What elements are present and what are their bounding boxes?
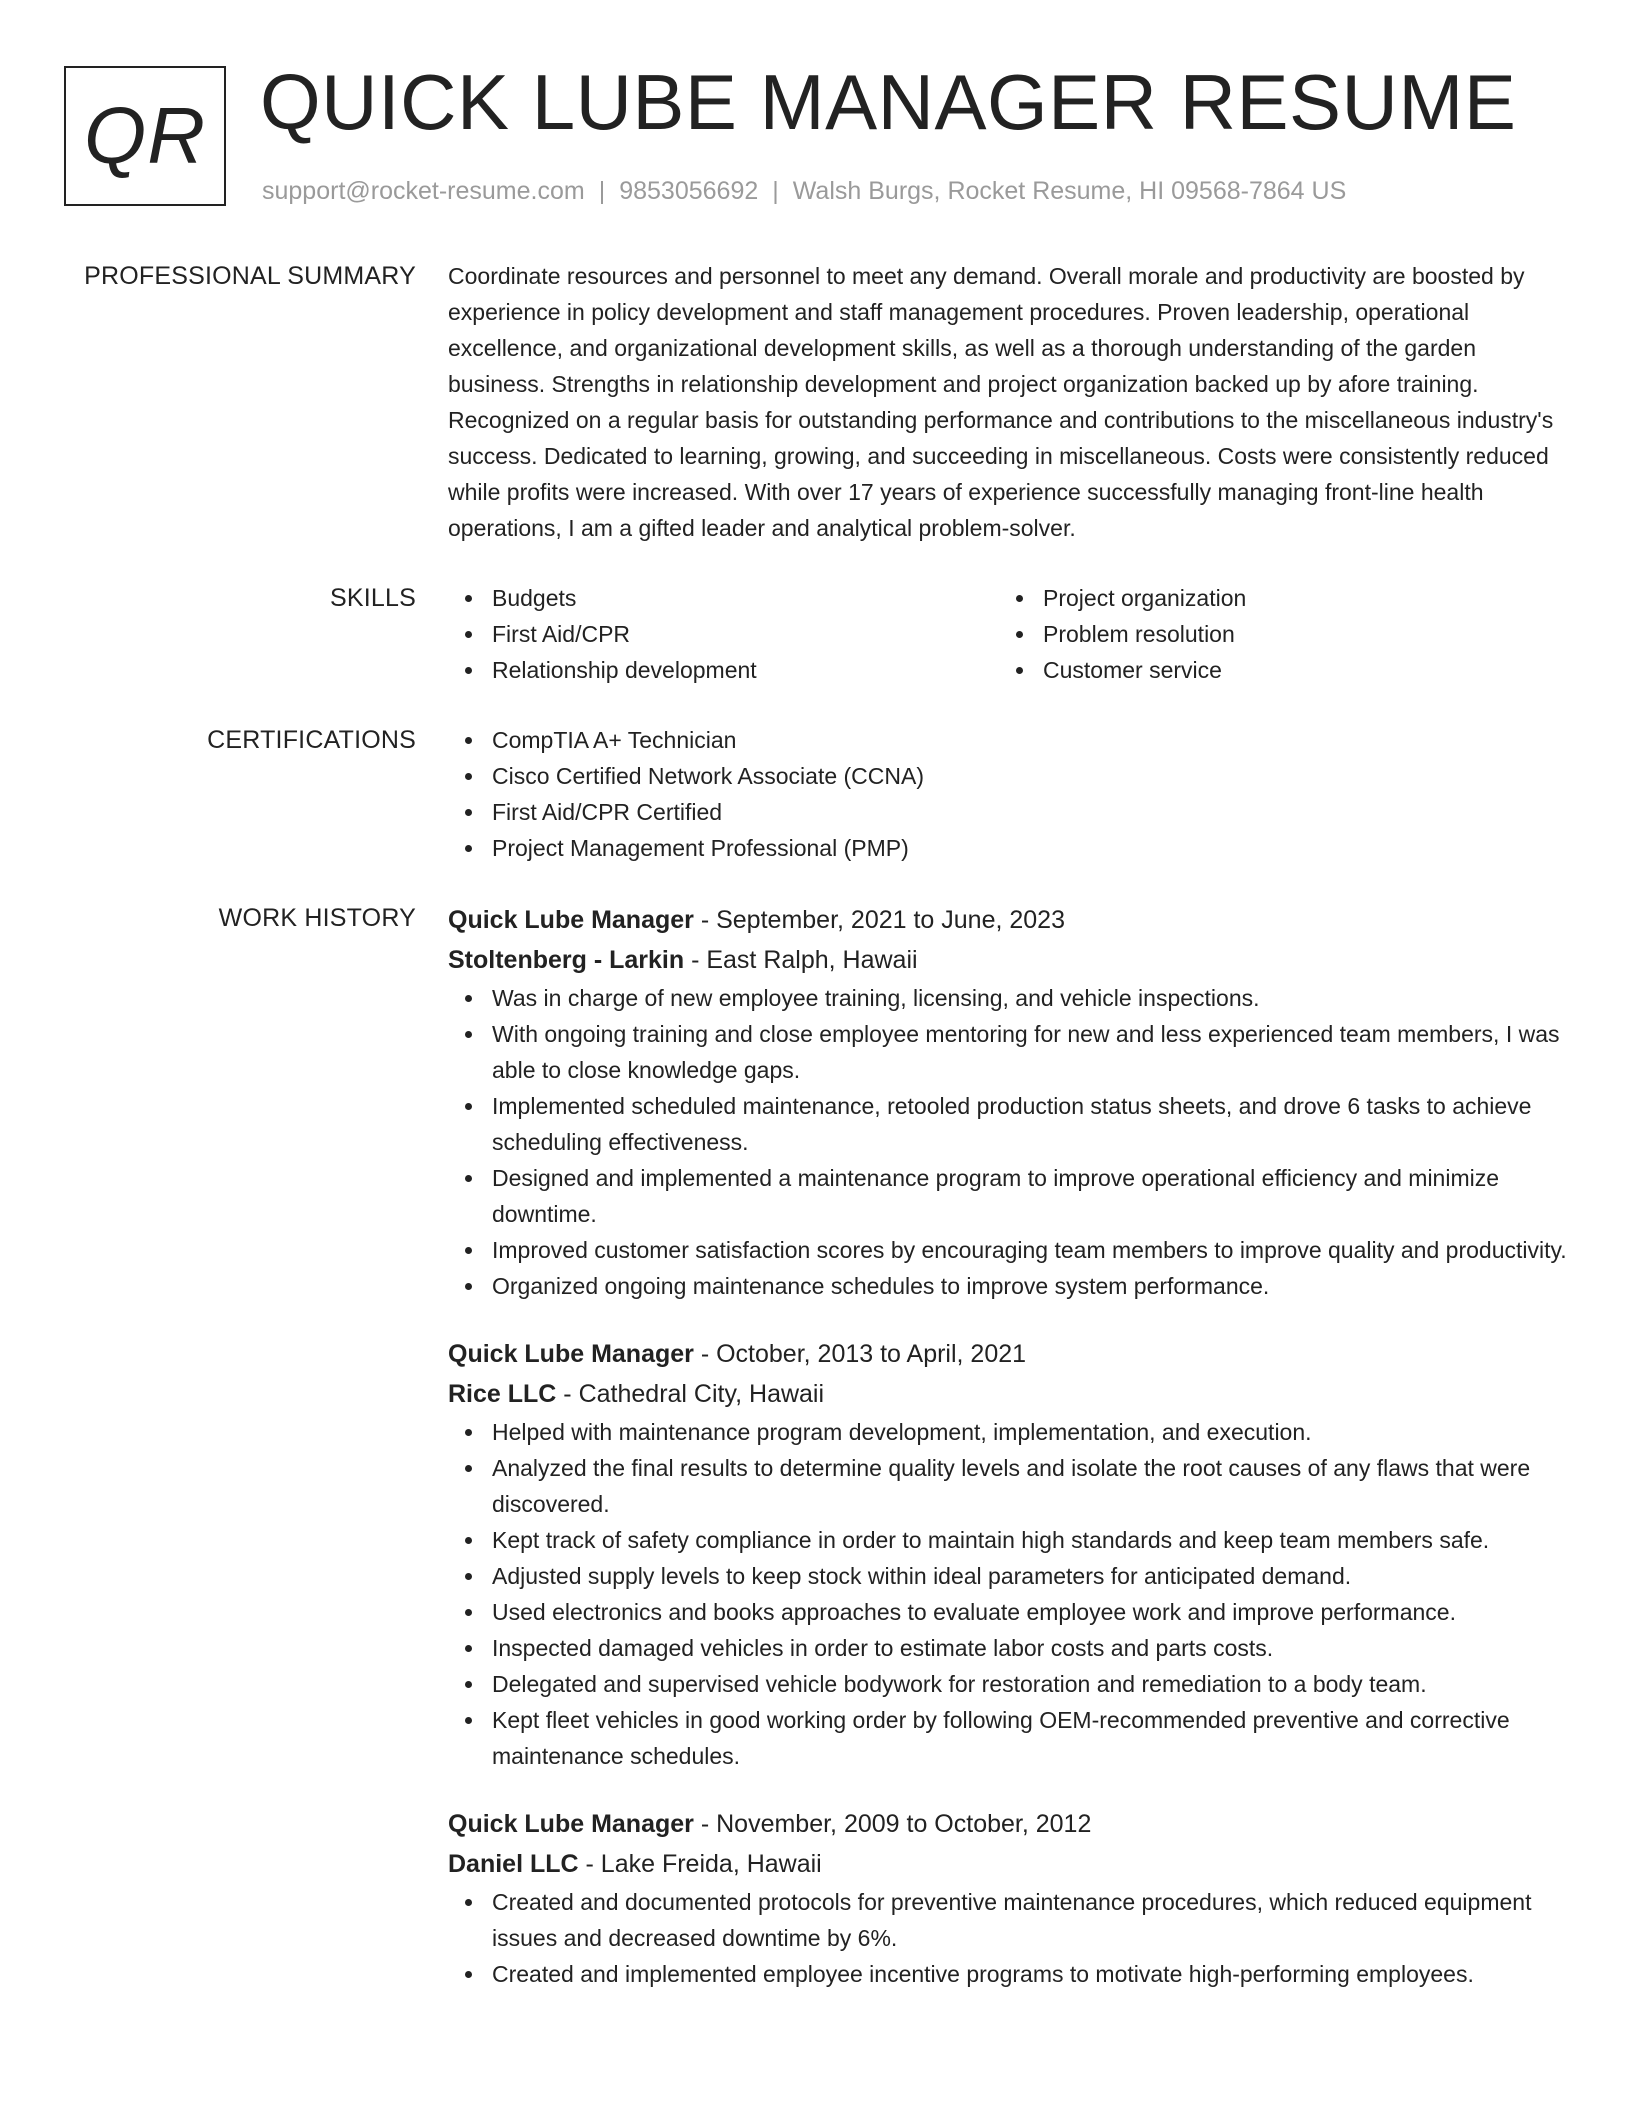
section-body (448, 722, 1568, 866)
job-bullet: Created and implemented employee incentive programs to motivate high-performing employees. (448, 1956, 1568, 1992)
job-bullet: Implemented scheduled maintenance, retooled production status sheets, and drove 6 tasks to achieve scheduling effectiveness. (448, 1088, 1568, 1160)
job-title: Quick Lube Manager (448, 906, 694, 934)
skill-item: Customer service (999, 652, 1568, 688)
certification-item: Cisco Certified Network Associate (CCNA) (448, 758, 1568, 794)
skills-list-right (999, 580, 1568, 688)
job-company: Daniel LLC (448, 1850, 579, 1878)
resume-title: QUICK LUBE MANAGER RESUME (260, 58, 1517, 146)
job-bullet: Helped with maintenance program development, implementation, and execution. (448, 1414, 1568, 1450)
job-dates: - September, 2021 to June, 2023 (693, 906, 1065, 934)
job-location: - Lake Freida, Hawaii (578, 1850, 822, 1878)
job-title-line (448, 1804, 1568, 1844)
section-body (448, 258, 1568, 546)
job-title: Quick Lube Manager (448, 1340, 694, 1368)
monogram-logo: QR (64, 66, 226, 206)
certifications-list (448, 722, 1568, 866)
job-bullet: Was in charge of new employee training, licensing, and vehicle inspections. (448, 980, 1568, 1016)
job-bullet: With ongoing training and close employee mentoring for new and less experienced team members, I was able to close knowledge gaps. (448, 1016, 1568, 1088)
contact-email[interactable]: support@rocket-resume.com (262, 177, 585, 205)
job-title-line (448, 1334, 1568, 1374)
section-label: WORK HISTORY (218, 904, 416, 932)
job-company-line (448, 1844, 1568, 1884)
job-bullet: Created and documented protocols for preventive maintenance procedures, which reduced equipment issues and decreased downtime by 6%. (448, 1884, 1568, 1956)
certification-item: CompTIA A+ Technician (448, 722, 1568, 758)
skill-item: Budgets (448, 580, 999, 616)
job-title: Quick Lube Manager (448, 1810, 694, 1838)
job-location: - East Ralph, Hawaii (684, 946, 918, 974)
section-work-history (64, 900, 1568, 1992)
job-company: Stoltenberg - Larkin (448, 946, 685, 974)
job-dates: - October, 2013 to April, 2021 (693, 1340, 1027, 1368)
skill-item: Problem resolution (999, 616, 1568, 652)
job-bullet: Inspected damaged vehicles in order to estimate labor costs and parts costs. (448, 1630, 1568, 1666)
summary-text: Coordinate resources and personnel to meet any demand. Overall morale and productivity are boosted by experience in policy development and staff management procedures. Proven leadership, operational excellence, and organizational development skills, as well as a thorough understanding of the garden business. Strengths in relationship development and project organization backed up by afore training. Recognized on a regular basis for outstanding performance and contributions to the miscellaneous industry's success. Dedicated to learning, growing, and succeeding in miscellaneous. Costs were consistently reduced while profits were increased. With over 17 years of experience successfully managing front-line health operations, I am a gifted leader and analytical problem-solver. (448, 263, 1554, 541)
job-bullet: Used electronics and books approaches to evaluate employee work and improve performance. (448, 1594, 1568, 1630)
section-label: PROFESSIONAL SUMMARY (84, 262, 416, 290)
job-bullet: Kept track of safety compliance in order to maintain high standards and keep team members safe. (448, 1522, 1568, 1558)
job-bullet: Improved customer satisfaction scores by encouraging team members to improve quality and productivity. (448, 1232, 1568, 1268)
contact-address: Walsh Burgs, Rocket Resume, HI 09568-7864 US (792, 177, 1347, 205)
skill-item: Relationship development (448, 652, 999, 688)
job-bullet: Kept fleet vehicles in good working order by following OEM-recommended preventive and corrective maintenance schedules. (448, 1702, 1568, 1774)
skill-item: Project organization (999, 580, 1568, 616)
job-title-line (448, 900, 1568, 940)
job-bullets (448, 1884, 1568, 1992)
job-bullet: Analyzed the final results to determine quality levels and isolate the root causes of any flaws that were discovered. (448, 1450, 1568, 1522)
job-bullet: Designed and implemented a maintenance program to improve operational efficiency and minimize downtime. (448, 1160, 1568, 1232)
job-bullet: Delegated and supervised vehicle bodywork for restoration and remediation to a body team. (448, 1666, 1568, 1702)
job-bullet: Adjusted supply levels to keep stock within ideal parameters for anticipated demand. (448, 1558, 1568, 1594)
section-certifications (64, 722, 1568, 866)
job-company: Rice LLC (448, 1380, 557, 1408)
job-bullet: Organized ongoing maintenance schedules to improve system performance. (448, 1268, 1568, 1304)
job-dates: - November, 2009 to October, 2012 (693, 1810, 1092, 1838)
job-entry (448, 900, 1568, 1304)
skills-list-left (448, 580, 999, 688)
section-skills (64, 580, 1568, 688)
section-label: CERTIFICATIONS (207, 726, 416, 754)
resume-sections (64, 258, 1568, 2026)
skills-grid (448, 580, 1568, 688)
contact-separator: | (772, 177, 779, 205)
section-body (448, 900, 1568, 1992)
job-bullets (448, 980, 1568, 1304)
job-bullets (448, 1414, 1568, 1774)
contact-phone[interactable]: 9853056692 (619, 177, 759, 205)
job-company-line (448, 940, 1568, 980)
certification-item: First Aid/CPR Certified (448, 794, 1568, 830)
job-company-line (448, 1374, 1568, 1414)
section-professional-summary (64, 258, 1568, 546)
job-entry (448, 1804, 1568, 1992)
section-label: SKILLS (330, 584, 416, 612)
job-entry (448, 1334, 1568, 1774)
certification-item: Project Management Professional (PMP) (448, 830, 1568, 866)
contact-line (262, 174, 1346, 208)
skill-item: First Aid/CPR (448, 616, 999, 652)
job-location: - Cathedral City, Hawaii (556, 1380, 825, 1408)
contact-separator: | (598, 177, 606, 205)
